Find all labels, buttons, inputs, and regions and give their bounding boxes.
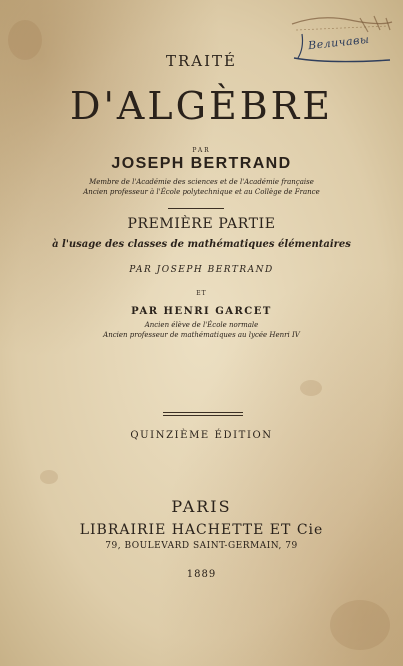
par-label: PAR bbox=[192, 147, 211, 154]
par-henri-garcet: PAR HENRI GARCET bbox=[131, 306, 272, 317]
main-title: D'ALGÈBRE bbox=[70, 84, 333, 128]
garcet-affiliation-2: Ancien professeur de mathématiques au lycée Henri IV bbox=[103, 331, 300, 339]
publication-year: 1889 bbox=[186, 569, 217, 580]
title-line-1: TRAITÉ bbox=[165, 52, 237, 70]
author-name: JOSEPH BERTRAND bbox=[111, 155, 292, 172]
author-affiliation-2: Ancien professeur à l'École polytechnique et au Collège de France bbox=[83, 188, 320, 196]
edition: QUINZIÈME ÉDITION bbox=[130, 430, 273, 441]
part-usage: à l'usage des classes de mathématiques élémentaires bbox=[52, 239, 351, 250]
et-label: ET bbox=[196, 290, 207, 297]
part-heading: PREMIÈRE PARTIE bbox=[127, 216, 276, 232]
divider bbox=[163, 412, 243, 413]
garcet-affiliation-1: Ancien élève de l'École normale bbox=[144, 321, 259, 329]
publisher-city: PARIS bbox=[171, 497, 232, 516]
divider bbox=[168, 208, 224, 209]
handwritten-note: Величавы bbox=[307, 32, 370, 53]
publisher-address: 79, BOULEVARD SAINT-GERMAIN, 79 bbox=[105, 541, 298, 551]
foxing-spot bbox=[40, 470, 58, 484]
foxing-spot bbox=[300, 380, 322, 396]
par-joseph-bertrand: PAR JOSEPH BERTRAND bbox=[129, 265, 274, 275]
publisher-name: LIBRAIRIE HACHETTE ET Cie bbox=[79, 522, 324, 538]
author-affiliation-1: Membre de l'Académie des sciences et de l'Académie française bbox=[89, 178, 314, 186]
foxing-spot bbox=[330, 600, 390, 650]
divider bbox=[163, 415, 243, 416]
